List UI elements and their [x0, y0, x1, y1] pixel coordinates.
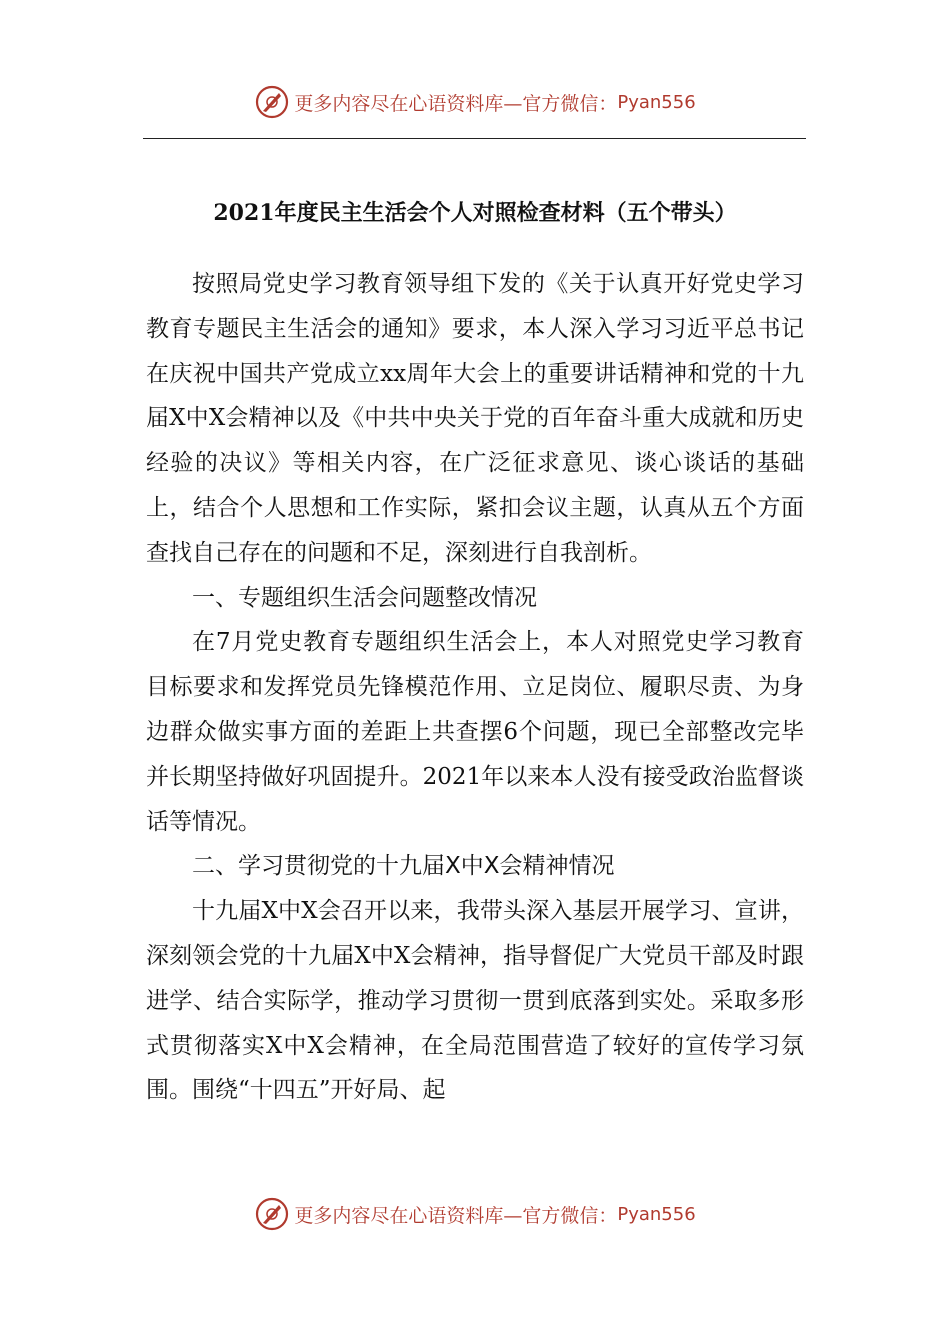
header-banner-text: 更多内容尽在心语资料库—官方微信：: [294, 92, 618, 115]
footer-banner: [0, 1196, 950, 1232]
document-body: [146, 262, 804, 1113]
section-2-paragraph: 十九届X中X会召开以来，我带头深入基层开展学习、宣讲，深刻领会党的十九届X中X会精神，指导督促广大党员干部及时跟进学、结合实际学，推动学习贯彻一贯到底落到实处。采取多形式贯彻落实X中X会精神，在全局范围营造了较好的宣传学习氛围。围绕“十四五”开好局、起: [146, 898, 804, 1104]
section-2-heading: 二、学习贯彻党的十九届X中X会精神情况: [192, 853, 615, 880]
header-banner: [0, 84, 950, 120]
section-1-paragraph: 在7月党史教育专题组织生活会上，本人对照党史学习教育目标要求和发挥党员先锋模范作用、立足岗位、履职尽责、为身边群众做实事方面的差距上共查摆6个问题，现已全部整改完毕并长期坚持做好巩固提升。2021年以来本人没有接受政治监督谈话等情况。: [146, 629, 804, 835]
footer-banner-text: 更多内容尽在心语资料库—官方微信：: [294, 1204, 618, 1227]
intro-paragraph: 按照局党史学习教育领导组下发的《关于认真开好党史学习教育专题民主生活会的通知》要求，本人深入学习习近平总书记在庆祝中国共产党成立xx周年大会上的重要讲话精神和党的十九届X中X会精神以及《中共中央关于党的百年奋斗重大成就和历史经验的决议》等相关内容，在广泛征求意见、谈心谈话的基础上，结合个人思想和工作实际，紧扣会议主题，认真从五个方面查找自己存在的问题和不足，深刻进行自我剖析。: [146, 271, 804, 566]
header-divider: [143, 138, 806, 139]
quill-logo-icon: [254, 1196, 290, 1232]
section-1-heading: 一、专题组织生活会问题整改情况: [192, 584, 537, 611]
quill-logo-icon: [254, 84, 290, 120]
footer-wechat-id: Pyan556: [617, 1203, 696, 1225]
header-wechat-id: Pyan556: [617, 91, 696, 113]
document-title: 2021年度民主生活会个人对照检查材料（五个带头）: [213, 200, 737, 226]
